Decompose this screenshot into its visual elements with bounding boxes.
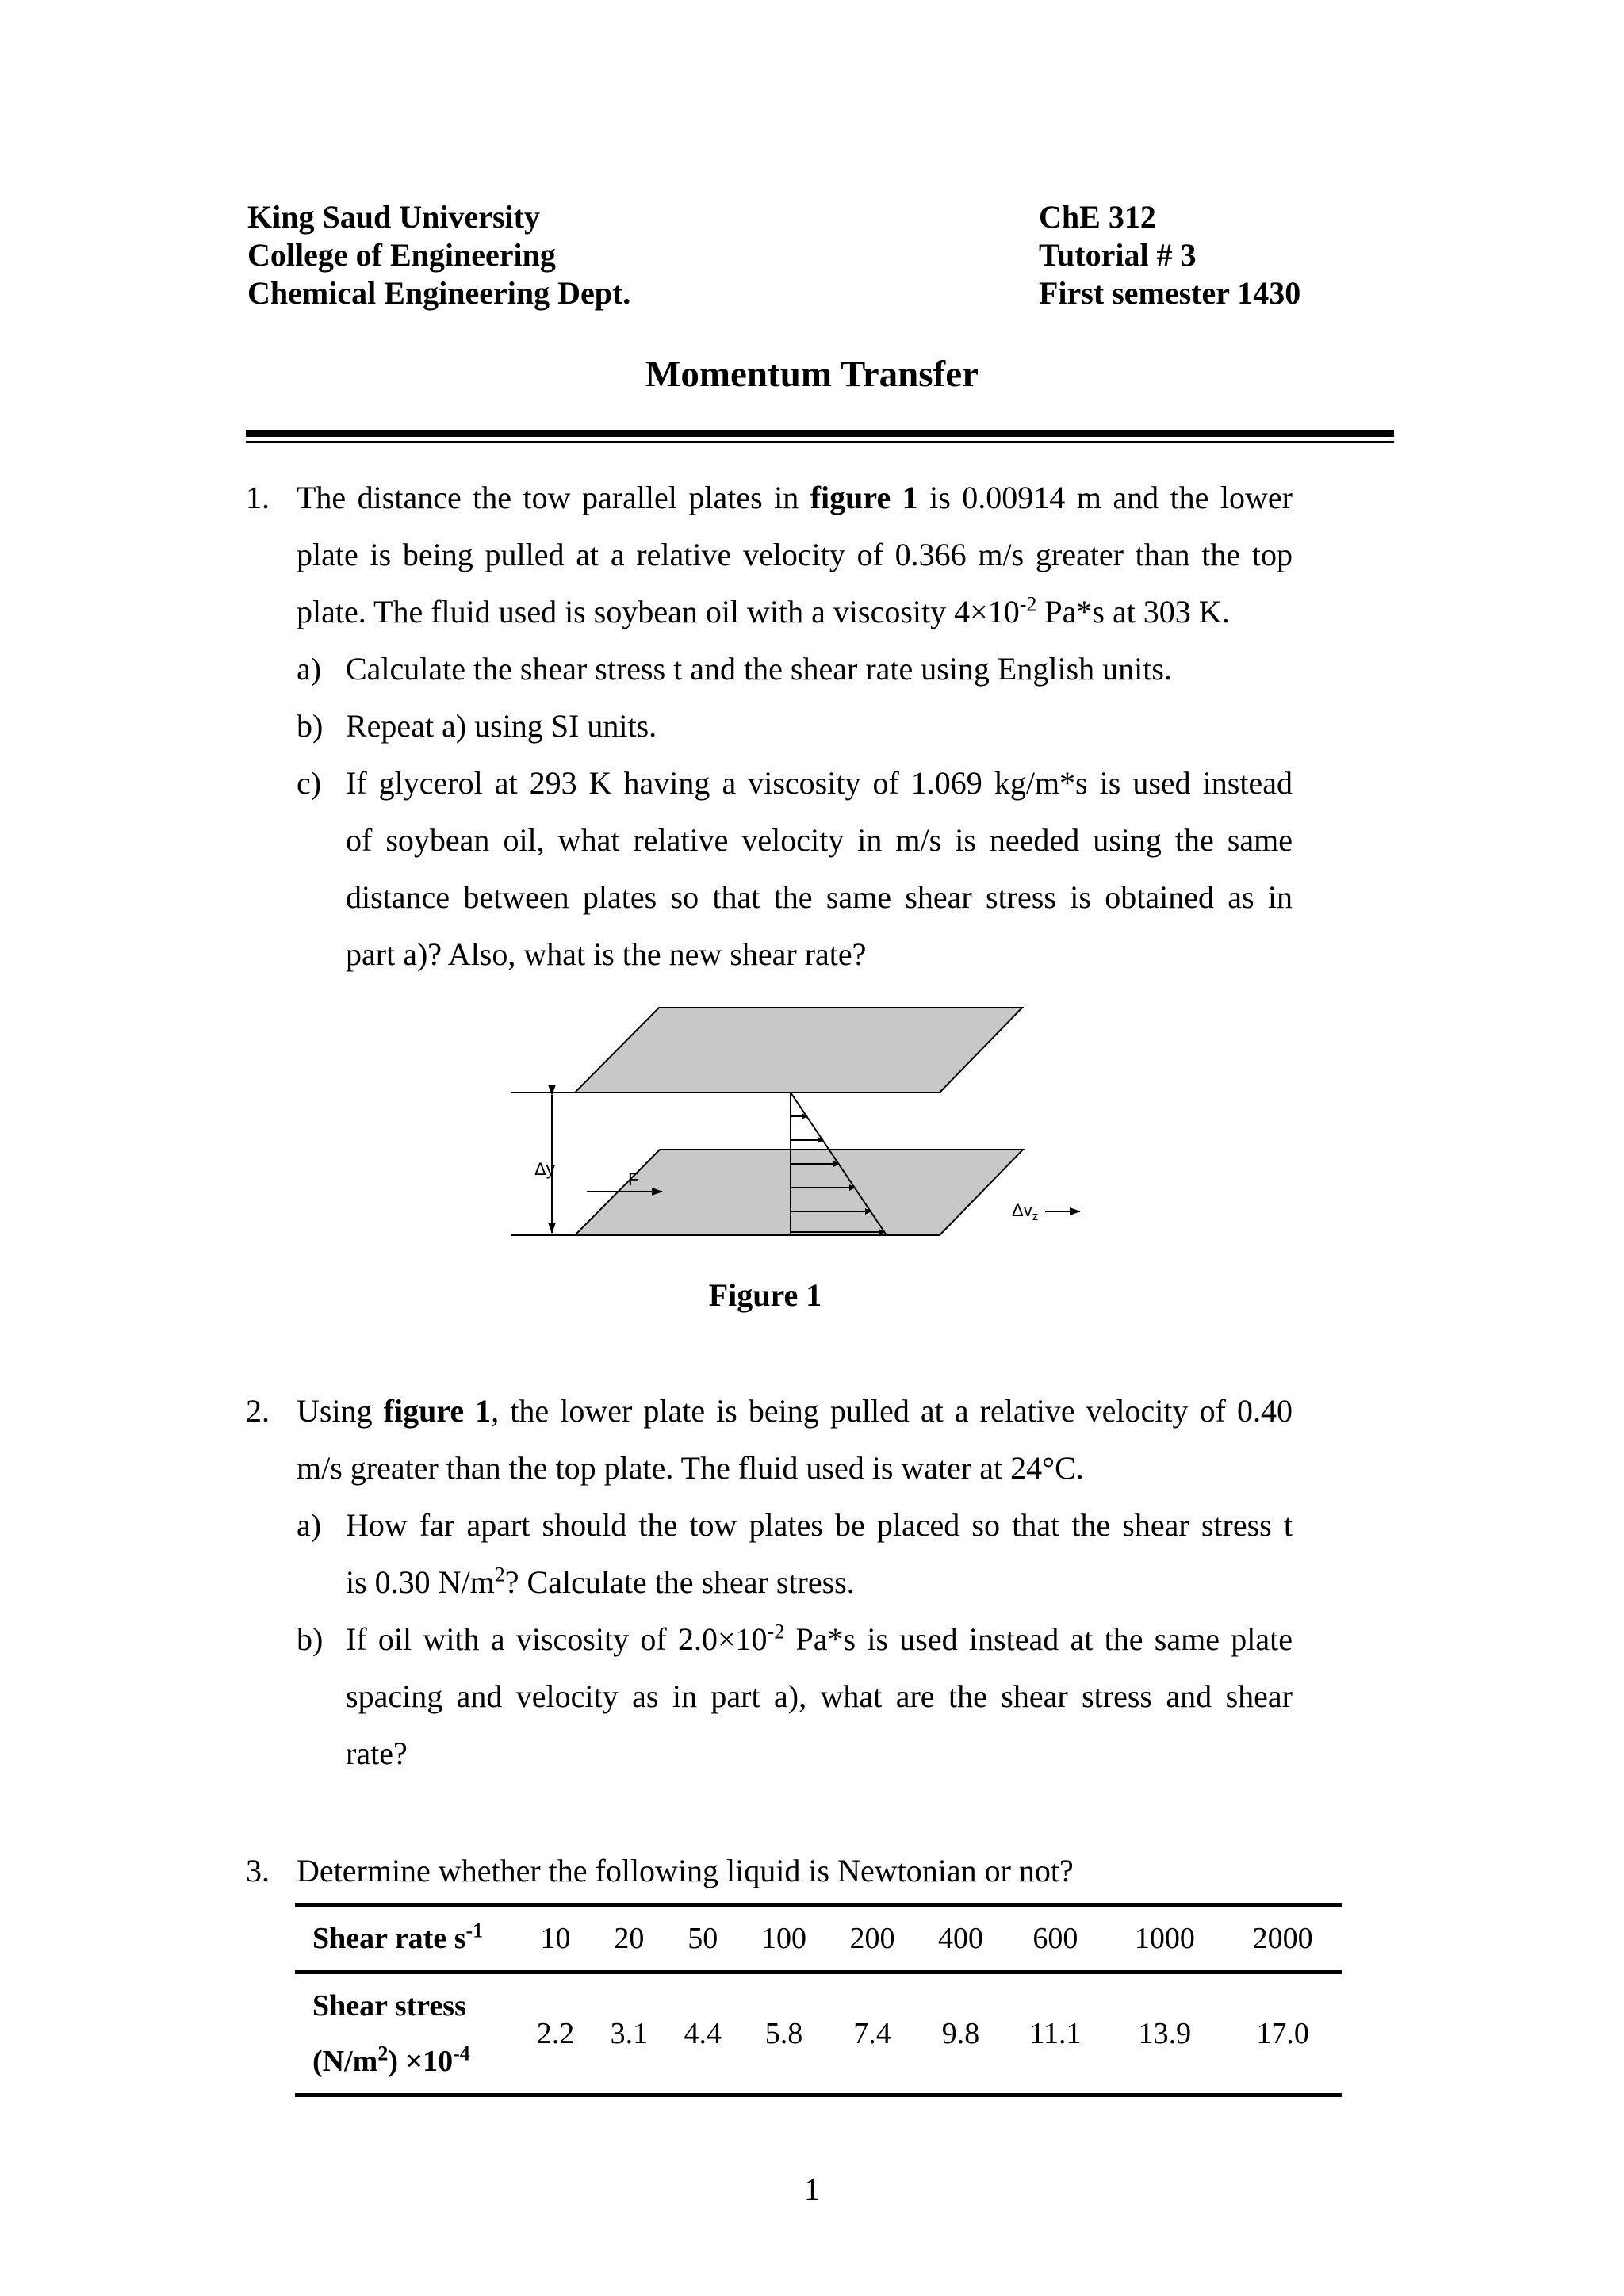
shear-rate-cell: 10 xyxy=(519,1905,592,1973)
question-1c-line-2: of soybean oil, what relative velocity in m/s is needed using the same xyxy=(346,822,1293,858)
shear-stress-cell: 17.0 xyxy=(1224,1973,1342,2095)
question-1-line-3: plate. The fluid used is soybean oil with a viscosity $4\times 10^{-2}$ Pa*s at 303 K. xyxy=(297,592,1230,629)
question-1b-label: b) xyxy=(297,708,324,744)
dv-label: $\Delta v_z$ xyxy=(1012,1200,1039,1223)
title-rule-thin xyxy=(246,441,1394,443)
shear-rate-cell: 100 xyxy=(740,1905,829,1973)
question-1c-line-1: If glycerol at 293 K having a viscosity of 1.069 kg/m*s is used instead xyxy=(346,765,1293,801)
shear-stress-row xyxy=(295,1973,1342,2095)
question-1-line-2: plate is being pulled at a relative velocity of 0.366 m/s greater than the top xyxy=(297,537,1293,572)
question-2a-label: a) xyxy=(297,1507,322,1543)
question-1-number: 1. xyxy=(246,480,270,515)
shear-rate-cell: 400 xyxy=(917,1905,1005,1973)
shear-stress-cell: 4.4 xyxy=(666,1973,740,2095)
semester: First semester 1430 xyxy=(1039,275,1301,311)
page-number: 1 xyxy=(804,2172,820,2207)
dy-label: Δy xyxy=(534,1159,555,1179)
question-1a-text: Calculate the shear stress t and the shear rate using English units. xyxy=(346,651,1172,687)
shear-stress-cell: 9.8 xyxy=(917,1973,1005,2095)
shear-stress-cell: 11.1 xyxy=(1005,1973,1105,2095)
course-code: ChE 312 xyxy=(1039,199,1156,235)
figure-1-diagram xyxy=(500,1007,1102,1261)
shear-rate-cell: 20 xyxy=(592,1905,666,1973)
question-3-number: 3. xyxy=(246,1853,270,1888)
shear-stress-header: Shear stress $(N/m^2) \times 10^{-4}$ xyxy=(295,1973,519,2095)
shear-rate-cell: 1000 xyxy=(1106,1905,1224,1973)
question-1a-label: a) xyxy=(297,651,322,687)
question-2-line-1: Using figure 1, the lower plate is being pulled at a relative velocity of 0.40 xyxy=(297,1393,1293,1429)
question-3-text: Determine whether the following liquid is Newtonian or not? xyxy=(297,1853,1074,1888)
question-2a-line-1: How far apart should the tow plates be placed so that the shear stress t xyxy=(346,1507,1293,1543)
shear-stress-cell: 7.4 xyxy=(828,1973,917,2095)
shear-stress-cell: 5.8 xyxy=(740,1973,829,2095)
shear-rate-cell: 600 xyxy=(1005,1905,1105,1973)
page-title: Momentum Transfer xyxy=(645,354,979,395)
shear-data-table xyxy=(295,1903,1342,2097)
shear-stress-cell: 3.1 xyxy=(592,1973,666,2095)
question-2b-line-1: If oil with a viscosity of $2.0\times 10^{-2}$ Pa*s is used instead at the same plate xyxy=(346,1620,1293,1657)
university-name: King Saud University xyxy=(247,199,540,235)
question-2b-line-2: spacing and velocity as in part a), what are the shear stress and shear xyxy=(346,1678,1293,1714)
question-2-line-2: m/s greater than the top plate. The fluid used is water at 24°C. xyxy=(297,1450,1084,1486)
force-label: F xyxy=(628,1169,639,1189)
question-1 xyxy=(246,469,1293,983)
question-3 xyxy=(246,1843,1293,1900)
department-name: Chemical Engineering Dept. xyxy=(247,275,631,311)
figure-caption: Figure 1 xyxy=(708,1277,822,1313)
shear-stress-cell: 13.9 xyxy=(1106,1973,1224,2095)
shear-rate-cell: 50 xyxy=(666,1905,740,1973)
question-1c-line-4: part a)? Also, what is the new shear rate? xyxy=(346,936,867,972)
top-plate xyxy=(575,1007,1023,1093)
header-left xyxy=(247,198,630,312)
shear-rate-row xyxy=(295,1905,1342,1973)
title-rule-thick xyxy=(246,430,1394,437)
college-name: College of Engineering xyxy=(247,237,556,273)
tutorial-number: Tutorial # 3 xyxy=(1039,237,1197,273)
header-right xyxy=(1039,198,1300,312)
question-2a-line-2: is 0.30 $N/m^2$? Calculate the shear stress. xyxy=(346,1563,855,1600)
shear-rate-header: Shear rate $s^{-1}$ xyxy=(295,1905,519,1973)
question-1c-line-3: distance between plates so that the same shear stress is obtained as in xyxy=(346,879,1293,915)
question-2 xyxy=(246,1383,1293,1782)
question-2-number: 2. xyxy=(246,1393,270,1429)
question-2b-line-3: rate? xyxy=(346,1735,408,1771)
question-1c-label: c) xyxy=(297,765,322,801)
question-1b-text: Repeat a) using SI units. xyxy=(346,708,657,744)
shear-stress-cell: 2.2 xyxy=(519,1973,592,2095)
question-1-line-1: The distance the tow parallel plates in figure 1 is 0.00914 m and the lower xyxy=(297,480,1293,515)
shear-rate-cell: 2000 xyxy=(1224,1905,1342,1973)
question-2b-label: b) xyxy=(297,1621,324,1657)
shear-rate-cell: 200 xyxy=(828,1905,917,1973)
